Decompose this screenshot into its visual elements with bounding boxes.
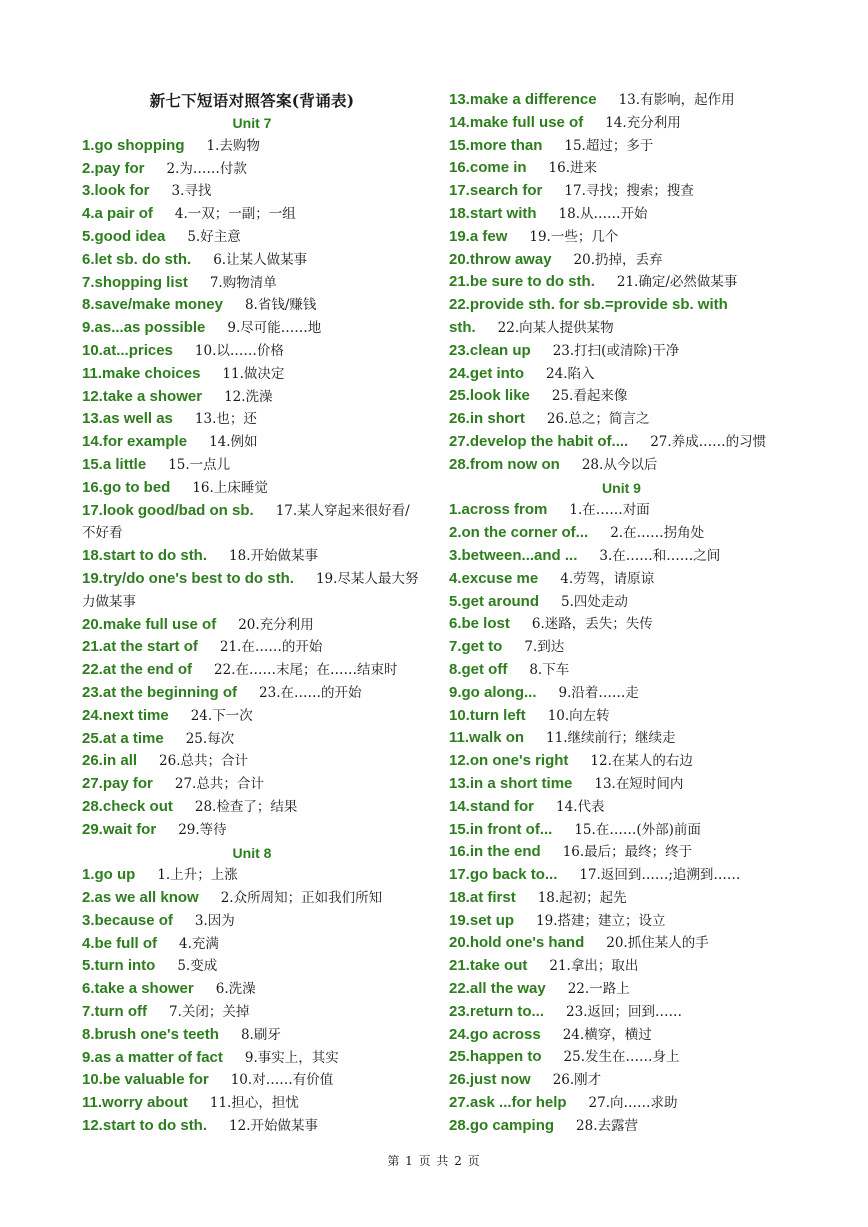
- phrase-entry: [82, 1001, 422, 1024]
- phrase-entry: [82, 272, 422, 295]
- chinese-meaning: 11.做决定: [222, 365, 285, 382]
- english-phrase: 13.in a short time: [449, 774, 573, 792]
- phrase-entry: [449, 910, 794, 933]
- phrase-entry: [449, 568, 794, 591]
- phrase-entry: [82, 340, 422, 363]
- chinese-meaning: 8.下车: [529, 661, 570, 678]
- page-title: 新七下短语对照答案(背诵表): [149, 91, 355, 110]
- phrase-entry: [82, 819, 422, 842]
- english-phrase: 21.at the start of: [82, 638, 198, 656]
- chinese-meaning: 17.返回到……;追溯到……: [579, 867, 741, 884]
- english-phrase: 8.get off: [449, 660, 508, 678]
- chinese-meaning: 9.尽可能……地: [227, 320, 322, 337]
- english-phrase: 1.across from: [449, 501, 548, 519]
- english-phrase: 8.save/make money: [82, 296, 223, 314]
- phrase-entry: [449, 591, 794, 614]
- english-phrase: 25.look like: [449, 387, 530, 405]
- english-phrase: 18.start with: [449, 204, 537, 222]
- phrase-entry: [82, 636, 422, 659]
- phrase-entry: [82, 1024, 422, 1047]
- chinese-meaning: 13.在短时间内: [594, 775, 684, 792]
- phrase-entry: [449, 750, 794, 773]
- chinese-meaning: 7.到达: [524, 639, 565, 656]
- chinese-meaning: 7.购物清单: [209, 274, 277, 291]
- english-phrase: 28.from now on: [449, 455, 560, 473]
- chinese-meaning: 24.横穿，横过: [562, 1026, 652, 1043]
- phrase-entry: [82, 180, 422, 203]
- phrase-entry: [449, 385, 794, 408]
- chinese-meaning: 9.事实上，其实: [244, 1049, 339, 1066]
- chinese-meaning: 16.进来: [548, 160, 598, 177]
- english-phrase: 16.go to bed: [82, 478, 171, 496]
- phrase-entry: [82, 477, 422, 500]
- phrase-entry: [449, 499, 794, 522]
- phrase-entry: [82, 386, 422, 409]
- phrase-entry: [449, 1092, 794, 1115]
- phrase-entry: [82, 158, 422, 181]
- chinese-meaning: 24.陷入: [546, 365, 595, 382]
- chinese-meaning: 6.迷路，丢失；失传: [531, 616, 653, 633]
- chinese-meaning: 12.洗澡: [224, 388, 273, 405]
- phrase-entry: [449, 955, 794, 978]
- english-phrase: 22.all the way: [449, 980, 546, 998]
- english-phrase: 6.let sb. do sth.: [82, 250, 192, 268]
- phrase-entry: [449, 431, 794, 454]
- phrase-entry: [449, 727, 794, 750]
- chinese-meaning: 13.有影响，起作用: [618, 92, 735, 108]
- phrase-entry: [82, 659, 422, 682]
- phrase-entry: [82, 408, 422, 431]
- chinese-meaning: 21.确定/必然做某事: [616, 274, 738, 291]
- phrase-entry: [82, 773, 422, 796]
- chinese-meaning: 20.充分利用: [238, 616, 314, 633]
- left-column: [82, 89, 422, 1138]
- english-phrase: 19.set up: [449, 911, 515, 929]
- phrase-entry: [82, 955, 422, 978]
- english-phrase: 10.at...prices: [82, 341, 173, 359]
- chinese-meaning: 22.一路上: [567, 981, 630, 998]
- phrase-entry: [82, 864, 422, 887]
- phrase-entry: [449, 796, 794, 819]
- right-column: [449, 89, 794, 1138]
- chinese-meaning: 5.变成: [177, 958, 218, 975]
- chinese-meaning: 6.洗澡: [215, 981, 256, 998]
- english-phrase: 5.turn into: [82, 957, 156, 975]
- chinese-meaning: 7.关闭；关掉: [169, 1004, 250, 1021]
- english-phrase: 11.walk on: [449, 729, 525, 747]
- chinese-meaning: 12.在某人的右边: [590, 753, 693, 770]
- phrase-entry: [82, 796, 422, 819]
- phrase-entry: [449, 180, 794, 203]
- phrase-entry: [82, 226, 422, 249]
- phrase-entry: [82, 1092, 422, 1115]
- english-phrase: 1.go up: [82, 866, 136, 884]
- phrase-entry: [82, 454, 422, 477]
- english-phrase: 17.look good/bad on sb.: [82, 501, 254, 519]
- english-phrase: 11.make choices: [82, 364, 201, 382]
- chinese-meaning: 17.某人穿起来很好看/不好看: [82, 502, 410, 542]
- chinese-meaning: 4.劳驾，请原谅: [560, 570, 655, 587]
- chinese-meaning: 11.担心，担忧: [209, 1095, 299, 1112]
- phrase-entry: [82, 135, 422, 158]
- english-phrase: 22.provide sth. for sb.=provide sb. with sth.: [449, 296, 728, 336]
- chinese-meaning: 28.去露营: [576, 1117, 639, 1134]
- phrase-entry: [82, 750, 422, 773]
- english-phrase: 2.pay for: [82, 159, 145, 177]
- chinese-meaning: 22.向某人提供某物: [497, 319, 614, 336]
- chinese-meaning: 4.充满: [179, 935, 219, 952]
- phrase-entry: [449, 89, 794, 112]
- chinese-meaning: 27.总共；合计: [174, 776, 264, 793]
- english-phrase: 23.at the beginning of: [82, 683, 238, 701]
- chinese-meaning: 12.开始做某事: [229, 1118, 319, 1135]
- chinese-meaning: 21.拿出；取出: [549, 958, 639, 975]
- english-phrase: 5.get around: [449, 592, 540, 610]
- left-column-body: [82, 112, 422, 1138]
- english-phrase: 7.turn off: [82, 1003, 147, 1021]
- phrase-entry: [449, 271, 794, 294]
- english-phrase: 19.a few: [449, 227, 508, 245]
- chinese-meaning: 1.去购物: [206, 137, 260, 154]
- phrase-entry: [449, 1046, 794, 1069]
- phrase-entry: [82, 728, 422, 751]
- english-phrase: 8.brush one's teeth: [82, 1025, 219, 1043]
- english-phrase: 16.come in: [449, 159, 527, 177]
- phrase-entry: [449, 841, 794, 864]
- english-phrase: 2.as we all know: [82, 889, 199, 907]
- english-phrase: 4.a pair of: [82, 205, 153, 223]
- phrase-entry: [82, 545, 422, 568]
- phrase-entry: [449, 454, 794, 477]
- english-phrase: 7.shopping list: [82, 273, 188, 291]
- english-phrase: 12.on one's right: [449, 752, 569, 770]
- english-phrase: 22.at the end of: [82, 661, 193, 679]
- phrase-entry: [449, 887, 794, 910]
- phrase-entry: [449, 294, 794, 340]
- chinese-meaning: 23.返回；回到……: [566, 1003, 683, 1020]
- chinese-meaning: 1.上升；上涨: [157, 867, 238, 884]
- english-phrase: 12.start to do sth.: [82, 1117, 208, 1135]
- phrase-entry: [449, 932, 794, 955]
- phrase-entry: [449, 408, 794, 431]
- chinese-meaning: 26.刚才: [552, 1072, 602, 1089]
- english-phrase: 14.for example: [82, 433, 188, 451]
- phrase-entry: [449, 682, 794, 705]
- english-phrase: 21.be sure to do sth.: [449, 273, 595, 291]
- english-phrase: 11.worry about: [82, 1094, 188, 1112]
- chinese-meaning: 2.为……付款: [166, 160, 247, 177]
- chinese-meaning: 18.从……开始: [558, 205, 648, 222]
- english-phrase: 18.start to do sth.: [82, 547, 208, 565]
- english-phrase: 7.get to: [449, 638, 503, 656]
- chinese-meaning: 27.养成……的习惯: [650, 433, 767, 450]
- english-phrase: 10.turn left: [449, 706, 526, 724]
- chinese-meaning: 3.寻找: [171, 183, 212, 200]
- english-phrase: 1.go shopping: [82, 136, 185, 154]
- english-phrase: 17.go back to...: [449, 866, 558, 884]
- phrase-entry: [82, 294, 422, 317]
- phrase-entry: [449, 613, 794, 636]
- chinese-meaning: 29.等待: [178, 821, 227, 838]
- english-phrase: 13.make a difference: [449, 91, 597, 108]
- right-column-body: [449, 89, 794, 1138]
- chinese-meaning: 3.在……和……之间: [599, 547, 721, 564]
- chinese-meaning: 14.代表: [556, 798, 605, 815]
- phrase-entry: [449, 636, 794, 659]
- unit-heading: Unit 9: [602, 479, 641, 496]
- chinese-meaning: 3.因为: [194, 912, 235, 929]
- chinese-meaning: 2.在……拐角处: [610, 525, 705, 542]
- english-phrase: 4.be full of: [82, 934, 157, 952]
- phrase-entry: [82, 705, 422, 728]
- chinese-meaning: 23.打扫(或清除)干净: [552, 342, 680, 359]
- phrase-entry: [82, 887, 422, 910]
- chinese-meaning: 15.一点儿: [168, 456, 231, 473]
- chinese-meaning: 18.起初；起先: [537, 889, 627, 906]
- english-phrase: 14.make full use of: [449, 113, 584, 131]
- english-phrase: 23.return to...: [449, 1002, 545, 1020]
- english-phrase: 15.in front of...: [449, 820, 553, 838]
- english-phrase: 4.excuse me: [449, 569, 539, 587]
- english-phrase: 10.be valuable for: [82, 1071, 209, 1089]
- chinese-meaning: 25.发生在……身上: [563, 1049, 680, 1066]
- chinese-meaning: 26.总共；合计: [159, 753, 249, 770]
- english-phrase: 5.good idea: [82, 227, 166, 245]
- phrase-entry: [82, 431, 422, 454]
- english-phrase: 9.go along...: [449, 683, 537, 701]
- phrase-entry: [82, 203, 422, 226]
- phrase-entry: [449, 340, 794, 363]
- phrase-entry: [82, 317, 422, 340]
- chinese-meaning: 19.一些；几个: [529, 228, 619, 245]
- english-phrase: 26.just now: [449, 1071, 531, 1089]
- phrase-entry: [449, 522, 794, 545]
- chinese-meaning: 24.下一次: [190, 707, 253, 724]
- phrase-entry: [82, 933, 422, 956]
- chinese-meaning: 14.充分利用: [605, 114, 681, 131]
- phrase-entry: [449, 1115, 794, 1138]
- chinese-meaning: 8.刷牙: [240, 1026, 281, 1043]
- unit-heading: Unit 8: [232, 844, 272, 861]
- chinese-meaning: 2.众所周知；正如我们所知: [220, 890, 383, 907]
- english-phrase: 6.be lost: [449, 615, 510, 633]
- phrase-entry: [449, 819, 794, 842]
- english-phrase: 26.in all: [82, 752, 138, 770]
- chinese-meaning: 6.让某人做某事: [213, 251, 308, 268]
- english-phrase: 3.look for: [82, 182, 150, 200]
- phrase-entry: [449, 203, 794, 226]
- english-phrase: 25.happen to: [449, 1048, 542, 1066]
- english-phrase: 13.as well as: [82, 410, 173, 428]
- chinese-meaning: 4.一双；一副；一组: [174, 206, 296, 223]
- chinese-meaning: 8.省钱/赚钱: [244, 297, 317, 314]
- chinese-meaning: 5.好主意: [187, 228, 241, 245]
- chinese-meaning: 20.扔掉，丢弃: [573, 251, 663, 268]
- phrase-entry: [82, 568, 422, 614]
- phrase-entry: [82, 1069, 422, 1092]
- chinese-meaning: 10.向左转: [547, 707, 610, 724]
- phrase-entry: [82, 978, 422, 1001]
- english-phrase: 25.at a time: [82, 729, 164, 747]
- phrase-entry: [449, 226, 794, 249]
- phrase-entry: [82, 614, 422, 637]
- phrase-entry: [82, 500, 422, 546]
- english-phrase: 23.clean up: [449, 341, 531, 359]
- english-phrase: 3.because of: [82, 911, 173, 929]
- phrase-entry: [449, 773, 794, 796]
- chinese-meaning: 26.总之；简言之: [546, 411, 650, 428]
- english-phrase: 24.go across: [449, 1025, 541, 1043]
- english-phrase: 24.get into: [449, 364, 525, 382]
- phrase-entry: [449, 1069, 794, 1092]
- chinese-meaning: 16.上床睡觉: [192, 479, 268, 496]
- chinese-meaning: 21.在……的开始: [219, 639, 323, 656]
- english-phrase: 15.more than: [449, 136, 543, 154]
- chinese-meaning: 11.继续前行；继续走: [546, 730, 676, 747]
- phrase-entry: [82, 1115, 422, 1138]
- english-phrase: 26.in short: [449, 410, 525, 428]
- phrase-entry: [449, 249, 794, 272]
- english-phrase: 27.ask ...for help: [449, 1094, 567, 1112]
- english-phrase: 21.take out: [449, 957, 528, 975]
- english-phrase: 18.at first: [449, 888, 516, 906]
- english-phrase: 29.wait for: [82, 820, 157, 838]
- chinese-meaning: 15.在……(外部)前面: [574, 821, 701, 838]
- phrase-entry: [449, 1024, 794, 1047]
- phrase-entry: [449, 363, 794, 386]
- english-phrase: 3.between...and ...: [449, 546, 578, 564]
- chinese-meaning: 1.在……对面: [569, 502, 650, 519]
- english-phrase: 27.develop the habit of....: [449, 432, 629, 450]
- chinese-meaning: 14.例如: [209, 434, 258, 451]
- chinese-meaning: 28.从今以后: [581, 456, 658, 473]
- english-phrase: 14.stand for: [449, 797, 535, 815]
- chinese-meaning: 23.在……的开始: [259, 684, 362, 701]
- chinese-meaning: 15.超过；多于: [564, 137, 654, 154]
- chinese-meaning: 10.对……有价值: [230, 1072, 334, 1089]
- unit-heading: Unit 7: [232, 115, 272, 131]
- english-phrase: 2.on the corner of...: [449, 524, 589, 542]
- phrase-entry: [449, 545, 794, 568]
- chinese-meaning: 25.看起来像: [551, 388, 628, 405]
- english-phrase: 19.try/do one's best to do sth.: [82, 569, 294, 587]
- phrase-entry: [449, 1001, 794, 1024]
- english-phrase: 20.make full use of: [82, 615, 217, 633]
- chinese-meaning: 17.寻找；搜索；搜查: [564, 183, 694, 200]
- phrase-entry: [82, 910, 422, 933]
- english-phrase: 28.go camping: [449, 1116, 555, 1134]
- phrase-entry: [82, 363, 422, 386]
- english-phrase: 9.as a matter of fact: [82, 1048, 223, 1066]
- phrase-entry: [449, 705, 794, 728]
- english-phrase: 15.a little: [82, 455, 147, 473]
- english-phrase: 16.in the end: [449, 843, 541, 861]
- phrase-entry: [449, 978, 794, 1001]
- english-phrase: 28.check out: [82, 797, 173, 815]
- phrase-entry: [449, 135, 794, 158]
- page-footer: 第 1 页 共 2 页: [387, 1154, 481, 1168]
- chinese-meaning: 19.搭建；建立；设立: [536, 912, 666, 929]
- english-phrase: 24.next time: [82, 706, 169, 724]
- phrase-entry: [449, 864, 794, 887]
- chinese-meaning: 22.在……末尾；在……结束时: [214, 662, 398, 679]
- phrase-entry: [449, 112, 794, 135]
- chinese-meaning: 18.开始做某事: [229, 548, 319, 565]
- phrase-entry: [449, 659, 794, 682]
- english-phrase: 12.take a shower: [82, 387, 203, 405]
- english-phrase: 20.throw away: [449, 250, 552, 268]
- chinese-meaning: 5.四处走动: [561, 593, 628, 610]
- english-phrase: 27.pay for: [82, 775, 153, 793]
- english-phrase: 6.take a shower: [82, 980, 194, 998]
- english-phrase: 9.as...as possible: [82, 319, 206, 337]
- phrase-entry: [449, 157, 794, 180]
- chinese-meaning: 25.每次: [185, 730, 235, 747]
- chinese-meaning: 28.检查了；结果: [194, 798, 298, 815]
- chinese-meaning: 9.沿着……走: [558, 684, 639, 701]
- phrase-entry: [82, 1047, 422, 1070]
- phrase-entry: [82, 249, 422, 272]
- english-phrase: 17.search for: [449, 182, 543, 200]
- chinese-meaning: 19.尽某人最大努力做某事: [82, 570, 419, 610]
- chinese-meaning: 16.最后；最终；终于: [562, 844, 693, 861]
- english-phrase: 20.hold one's hand: [449, 934, 585, 952]
- chinese-meaning: 20.抓住某人的手: [606, 935, 709, 952]
- chinese-meaning: 13.也；还: [194, 411, 257, 428]
- chinese-meaning: 27.向……求助: [588, 1095, 678, 1112]
- phrase-entry: [82, 682, 422, 705]
- chinese-meaning: 10.以……价格: [194, 342, 284, 359]
